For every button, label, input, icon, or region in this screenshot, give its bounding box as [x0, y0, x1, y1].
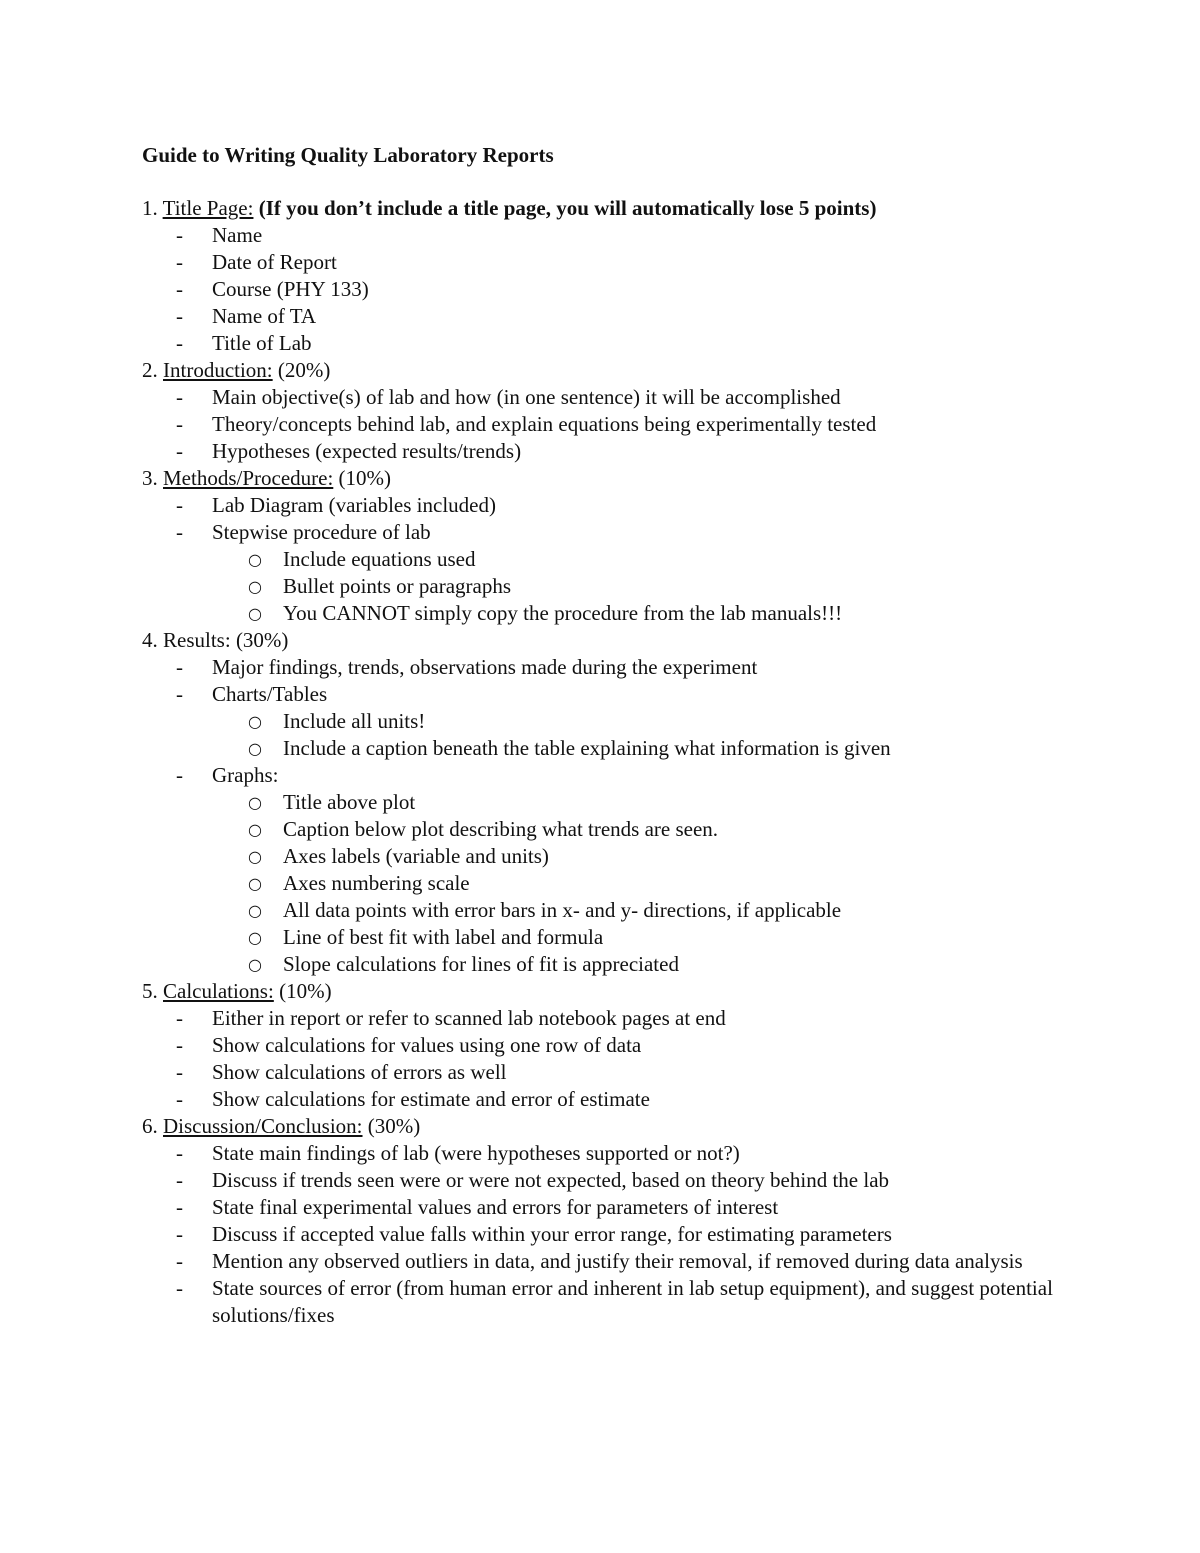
- list-item: - Name: [176, 223, 263, 247]
- sub-list-item: ○ All data points with error bars in x- and y- directions, if applicable: [248, 898, 842, 922]
- list-item: - Course (PHY 133): [176, 277, 369, 301]
- section-title: Discussion/Conclusion:: [163, 1114, 363, 1138]
- section-number: 1.: [142, 196, 158, 220]
- sub-list-item: ○ Include all units!: [248, 709, 426, 733]
- circle-bullet-icon: ○: [248, 874, 262, 893]
- list-item: - Discuss if accepted value falls within your error range, for estimating parameters: [176, 1222, 892, 1246]
- list-item: - Charts/Tables: [176, 682, 328, 706]
- dash-marker: -: [176, 1006, 183, 1030]
- section-number: 5.: [142, 979, 158, 1003]
- section-title: Results:: [163, 628, 231, 652]
- list-item: - Show calculations for values using one row of data: [176, 1033, 642, 1057]
- section-title: Methods/Procedure:: [163, 466, 334, 490]
- dash-marker: -: [176, 520, 183, 544]
- list-item: - Graphs:: [176, 763, 279, 787]
- dash-marker: -: [176, 1141, 183, 1165]
- circle-bullet-icon: ○: [248, 793, 262, 812]
- section-note: (If you don’t include a title page, you will automatically lose 5 points): [258, 196, 877, 220]
- circle-bullet-icon: ○: [248, 955, 262, 974]
- section-number: 3.: [142, 466, 158, 490]
- document-body: [142, 195, 1142, 1329]
- list-item: - Date of Report: [176, 250, 337, 274]
- section-results: [142, 627, 1142, 654]
- dash-marker: -: [176, 1087, 183, 1111]
- circle-bullet-icon: ○: [248, 577, 262, 596]
- list-item: - State sources of error (from human error and inherent in lab setup equipment), and suggest potential solutions/fixes: [176, 1276, 1053, 1327]
- circle-bullet-icon: ○: [248, 712, 262, 731]
- list-item: - Either in report or refer to scanned lab notebook pages at end: [176, 1006, 726, 1030]
- section-number: 2.: [142, 358, 158, 382]
- list-item: - Theory/concepts behind lab, and explain equations being experimentally tested: [176, 412, 877, 436]
- dash-marker: -: [176, 412, 183, 436]
- circle-bullet-icon: ○: [248, 901, 262, 920]
- dash-marker: -: [176, 682, 183, 706]
- sub-list-item: ○ Line of best fit with label and formula: [248, 925, 604, 949]
- circle-bullet-icon: ○: [248, 550, 262, 569]
- section-weight: (20%): [277, 358, 331, 382]
- circle-bullet-icon: ○: [248, 928, 262, 947]
- section-weight: (10%): [279, 979, 332, 1003]
- section-weight: (30%): [367, 1114, 421, 1138]
- circle-bullet-icon: ○: [248, 847, 262, 866]
- list-item: - Major findings, trends, observations made during the experiment: [176, 655, 758, 679]
- list-item: - State final experimental values and errors for parameters of interest: [176, 1195, 779, 1219]
- list-item: - Lab Diagram (variables included): [176, 493, 496, 517]
- dash-marker: -: [176, 385, 183, 409]
- circle-bullet-icon: ○: [248, 604, 262, 623]
- document-title: Guide to Writing Quality Laboratory Reports: [142, 143, 554, 167]
- section-discussion: [142, 1113, 1142, 1140]
- sub-list-item: ○ Bullet points or paragraphs: [248, 574, 512, 598]
- sub-list-item: ○ You CANNOT simply copy the procedure from the lab manuals!!!: [248, 601, 843, 625]
- list-item: - Show calculations of errors as well: [176, 1060, 507, 1084]
- dash-marker: -: [176, 1168, 183, 1192]
- list-item: - Hypotheses (expected results/trends): [176, 439, 522, 463]
- dash-marker: -: [176, 655, 183, 679]
- section-methods: [142, 465, 1142, 492]
- section-title: Title Page:: [162, 196, 254, 220]
- section-title-page: [142, 195, 1142, 222]
- dash-marker: -: [176, 1249, 183, 1273]
- sub-list-item: ○ Include equations used: [248, 547, 476, 571]
- list-item: - Name of TA: [176, 304, 317, 328]
- section-introduction: [142, 357, 1142, 384]
- list-item: - Main objective(s) of lab and how (in one sentence) it will be accomplished: [176, 385, 841, 409]
- dash-marker: -: [176, 250, 183, 274]
- dash-marker: -: [176, 1033, 183, 1057]
- circle-bullet-icon: ○: [248, 820, 262, 839]
- sub-list-item: ○ Slope calculations for lines of fit is appreciated: [248, 952, 679, 976]
- sub-list-item: ○ Title above plot: [248, 790, 416, 814]
- section-title: Calculations:: [163, 979, 274, 1003]
- list-item: - State main findings of lab (were hypotheses supported or not?): [176, 1141, 740, 1165]
- section-weight: (10%): [338, 466, 392, 490]
- dash-marker: -: [176, 763, 183, 787]
- list-item: - Show calculations for estimate and error of estimate: [176, 1087, 650, 1111]
- dash-marker: -: [176, 223, 183, 247]
- dash-marker: -: [176, 493, 183, 517]
- list-item: - Title of Lab: [176, 331, 312, 355]
- dash-marker: -: [176, 304, 183, 328]
- section-title: Introduction:: [163, 358, 273, 382]
- dash-marker: -: [176, 1195, 183, 1219]
- dash-marker: -: [176, 277, 183, 301]
- sub-list-item: ○ Include a caption beneath the table explaining what information is given: [248, 736, 891, 760]
- section-calculations: [142, 978, 1142, 1005]
- section-number: 4.: [142, 628, 158, 652]
- section-number: 6.: [142, 1114, 158, 1138]
- section-weight: (30%): [235, 628, 289, 652]
- list-item: - Stepwise procedure of lab: [176, 520, 431, 544]
- dash-marker: -: [176, 439, 183, 463]
- list-item: - Discuss if trends seen were or were not expected, based on theory behind the lab: [176, 1168, 890, 1192]
- circle-bullet-icon: ○: [248, 739, 262, 758]
- sub-list-item: ○ Axes labels (variable and units): [248, 844, 549, 868]
- dash-marker: -: [176, 1222, 183, 1246]
- sub-list-item: ○ Caption below plot describing what trends are seen.: [248, 817, 719, 841]
- list-item: - Mention any observed outliers in data, and justify their removal, if removed during data analysis: [176, 1249, 1023, 1273]
- dash-marker: -: [176, 1060, 183, 1084]
- sub-list-item: ○ Axes numbering scale: [248, 871, 470, 895]
- dash-marker: -: [176, 1276, 183, 1300]
- dash-marker: -: [176, 331, 183, 355]
